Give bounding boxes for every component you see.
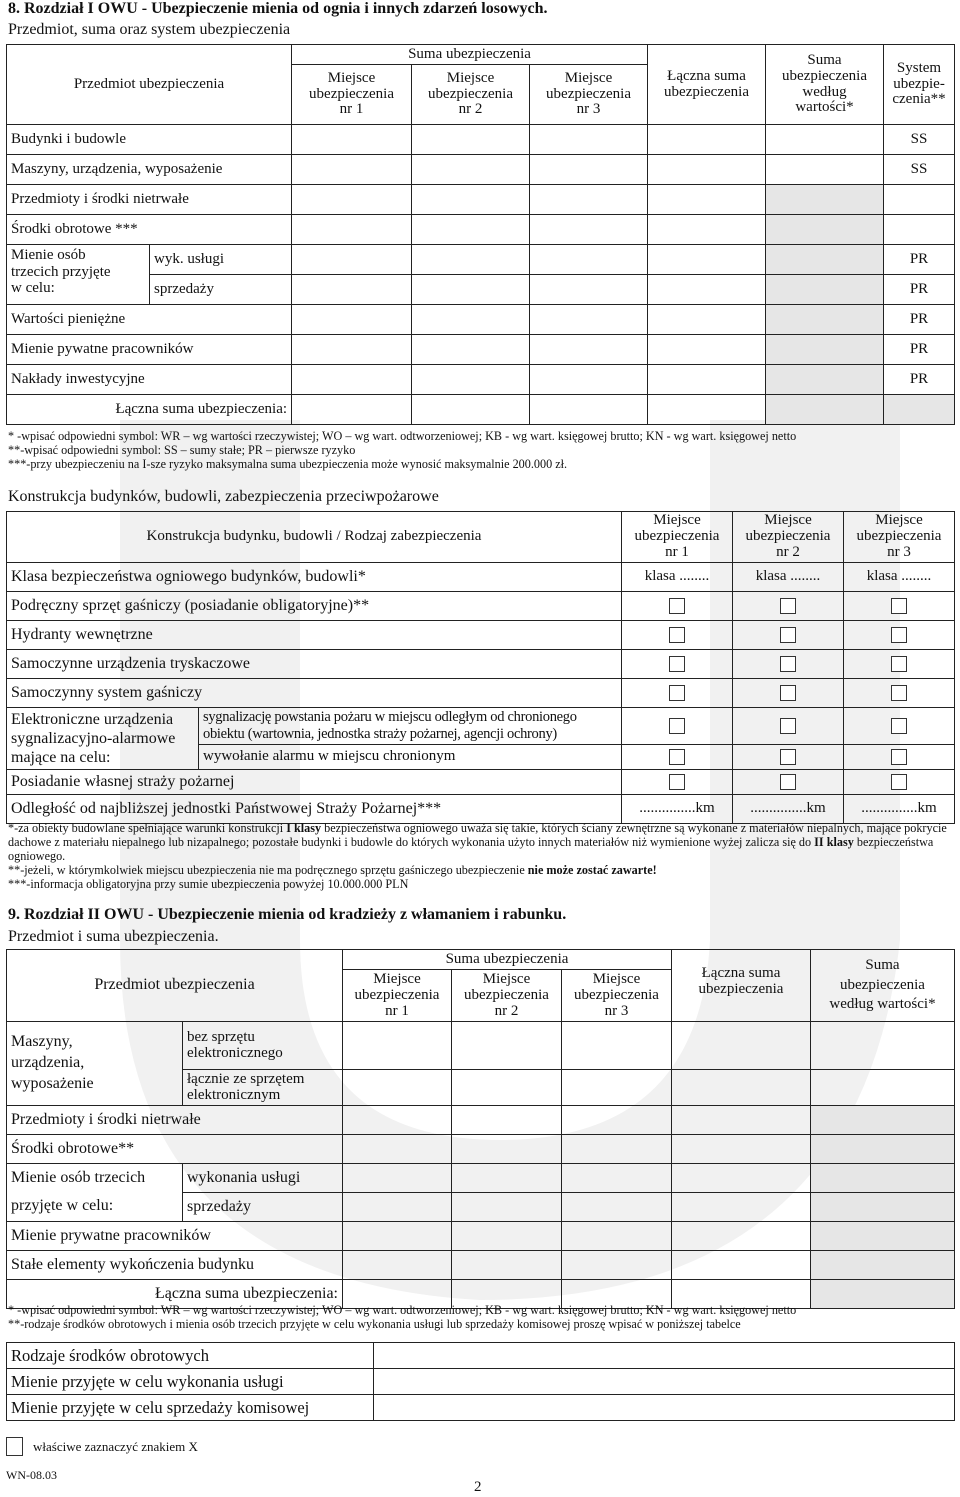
table-row	[7, 365, 955, 395]
value-cell[interactable]	[452, 1193, 562, 1222]
distance-label: Odległość od najbliższej jednostki Państwowej Straży Pożarnej***	[7, 795, 622, 824]
construction-notes: *-za obiekty budowlane spełniające warunki konstrukcji I klasy bezpieczeństwa ogniowego uważa się takie, których ściany zewnętrzne są wykonane z materiałów niepalnych, mające pokrycie dachowe z materiału niepalnego lub nizapalnego; pozostałe budynki i budowle do których wykonania użyto innych materiałów niż wymienione wyżej zalicza się do II klasy bezpieczeństwa ogniowego. **-jeżeli, w którymkolwiek miejscu ubezpieczenia nie ma podręcznego sprzętu gaśniczego ubezpieczenie nie może zostać zawarte! ***-informacja obligatoryjna przy sumie ubezpieczenia powyżej 10.000.000 PLN	[8, 821, 947, 892]
checkbox[interactable]	[780, 685, 796, 701]
table-row	[7, 1135, 955, 1164]
value-cell[interactable]	[672, 1251, 811, 1280]
value-cell[interactable]	[452, 1070, 562, 1106]
table-row	[7, 1251, 955, 1280]
row-label: Wartości pieniężne	[7, 305, 292, 335]
row-label: Stałe elementy wykończenia budynku	[7, 1251, 343, 1280]
value-cell[interactable]	[672, 1222, 811, 1251]
shaded-cell	[811, 1193, 955, 1222]
third-party-sub1: wykonania usługi	[183, 1164, 343, 1193]
value-cell[interactable]	[562, 1135, 672, 1164]
construction-header: Konstrukcja budynku, budowli / Rodzaj zabezpieczenia	[7, 512, 622, 563]
value-cell[interactable]	[562, 1164, 672, 1193]
table-row	[7, 155, 955, 185]
row-label: Samoczynny system gaśniczy	[7, 679, 622, 708]
checkbox[interactable]	[891, 656, 907, 672]
value-cell[interactable]	[648, 155, 766, 185]
table-row	[7, 563, 955, 592]
checkbox[interactable]	[891, 685, 907, 701]
header-by-value: Suma ubezpieczenia według wartości*	[766, 45, 884, 125]
value-cell[interactable]	[530, 395, 648, 425]
table-row	[7, 1106, 955, 1135]
machines-sub2: łącznie ze sprzętem elektronicznym	[183, 1070, 343, 1106]
value-cell[interactable]	[811, 1070, 955, 1106]
table-row	[7, 1193, 955, 1222]
value-cell[interactable]	[672, 1135, 811, 1164]
value-cell[interactable]	[672, 1070, 811, 1106]
fire-class-label: Klasa bezpieczeństwa ogniowego budynków, budowli*	[7, 563, 622, 592]
row-label: Posiadanie własnej straży pożarnej	[7, 770, 622, 795]
value-cell[interactable]	[648, 245, 766, 275]
value-cell[interactable]	[530, 275, 648, 305]
s9-header-sum-group: Suma ubezpieczenia	[343, 950, 672, 970]
value-cell[interactable]	[452, 1022, 562, 1070]
shaded-cell	[811, 1222, 955, 1251]
checkbox[interactable]	[669, 656, 685, 672]
value-cell[interactable]	[412, 185, 530, 215]
row-label: Maszyny, urządzenia, wyposażenie	[7, 155, 292, 185]
shaded-cell	[766, 395, 884, 425]
value-cell[interactable]	[530, 155, 648, 185]
total-label: Łączna suma ubezpieczenia:	[7, 1280, 343, 1309]
legend-text: właściwe zaznaczyć znakiem X	[33, 1438, 198, 1454]
value-cell[interactable]	[292, 125, 412, 155]
row-label: Nakłady inwestycyjne	[7, 365, 292, 395]
table-row	[7, 335, 955, 365]
value-cell[interactable]	[672, 1022, 811, 1070]
table-row	[7, 592, 955, 621]
construction-title: Konstrukcja budynków, budowli, zabezpieczenia przeciwpożarowe	[8, 488, 439, 505]
fire-class-field[interactable]: klasa ........	[733, 563, 844, 592]
checkbox[interactable]	[780, 627, 796, 643]
checkbox[interactable]	[669, 718, 685, 734]
legend	[6, 1437, 198, 1456]
total-row	[7, 395, 955, 425]
value-cell[interactable]	[530, 215, 648, 245]
value-cell[interactable]	[648, 395, 766, 425]
system-cell: PR	[884, 275, 955, 305]
system-cell: SS	[884, 125, 955, 155]
row-label: Mienie pywatne pracowników	[7, 335, 292, 365]
shaded-cell	[811, 1251, 955, 1280]
table-row	[7, 1222, 955, 1251]
construction-loc-2: Miejsce ubezpieczenia nr 2	[733, 512, 844, 563]
value-cell[interactable]	[412, 365, 530, 395]
s9-header-loc-2: Miejsce ubezpieczenia nr 2	[452, 970, 562, 1022]
third-party-sub2: sprzedaży	[183, 1193, 343, 1222]
section-9-title: 9. Rozdział II OWU - Ubezpieczenie mienia od kradzieży z włamaniem i rabunku.	[8, 906, 567, 923]
row-label: Przedmioty i środki nietrwałe	[7, 185, 292, 215]
value-cell[interactable]	[672, 1106, 811, 1135]
value-cell[interactable]	[452, 1222, 562, 1251]
checkbox[interactable]	[780, 718, 796, 734]
value-cell[interactable]	[672, 1193, 811, 1222]
s9-header-loc-3: Miejsce ubezpieczenia nr 3	[562, 970, 672, 1022]
value-cell[interactable]	[343, 1164, 452, 1193]
value-cell[interactable]	[412, 245, 530, 275]
row-label: Mienie prywatne pracowników	[7, 1222, 343, 1251]
row-label: Przedmioty i środki nietrwałe	[7, 1106, 343, 1135]
value-cell[interactable]	[452, 1164, 562, 1193]
value-cell[interactable]	[766, 125, 884, 155]
value-cell[interactable]	[648, 275, 766, 305]
value-cell[interactable]	[530, 365, 648, 395]
value-cell[interactable]	[292, 215, 412, 245]
value-cell[interactable]	[412, 215, 530, 245]
third-party-label-2: przyjęte w celu:	[7, 1193, 183, 1222]
value-cell[interactable]	[343, 1193, 452, 1222]
shaded-cell	[766, 215, 884, 245]
value-cell[interactable]	[530, 125, 648, 155]
system-cell[interactable]	[884, 185, 955, 215]
value-cell[interactable]	[292, 305, 412, 335]
value-cell[interactable]	[374, 1369, 955, 1395]
system-cell: PR	[884, 335, 955, 365]
value-cell[interactable]	[562, 1022, 672, 1070]
table-row	[7, 679, 955, 708]
shaded-cell	[884, 395, 955, 425]
value-cell[interactable]	[648, 185, 766, 215]
third-party-sub2: sprzedaży	[150, 275, 292, 305]
value-cell[interactable]	[292, 275, 412, 305]
checkbox[interactable]	[891, 774, 907, 790]
section-9-notes: * -wpisać odpowiedni symbol: WR – wg wartości rzeczywistej; WO – wg wart. odtworzeniowej; KB - wg wart. księgowej brutto; KN - wg wart. księgowej netto **-rodzaje środków obrotowych i mienia osób trzecich przyjęte w celu wykonania usługi lub sprzedaży komisowej proszę wpisać w poniższej tabelce	[8, 1303, 797, 1332]
checkbox[interactable]	[891, 749, 907, 765]
value-cell[interactable]	[648, 305, 766, 335]
shaded-cell	[766, 185, 884, 215]
system-cell: PR	[884, 245, 955, 275]
header-subject: Przedmiot ubezpieczenia	[7, 45, 292, 125]
value-cell[interactable]	[343, 1022, 452, 1070]
section-8-subtitle: Przedmiot, suma oraz system ubezpieczenia	[8, 21, 291, 38]
table-row	[7, 1343, 955, 1369]
section-8-title: 8. Rozdział I OWU - Ubezpieczenie mienia od ognia i innych zdarzeń losowych.	[8, 0, 548, 17]
checkbox[interactable]	[891, 718, 907, 734]
value-cell[interactable]	[374, 1343, 955, 1369]
value-cell[interactable]	[452, 1106, 562, 1135]
construction-table	[6, 511, 955, 824]
checkbox[interactable]	[669, 749, 685, 765]
checkbox[interactable]	[669, 774, 685, 790]
s9-header-total: Łączna suma ubezpieczenia	[672, 950, 811, 1022]
third-party-label-1: Mienie osób trzecich	[7, 1164, 183, 1193]
distance-field[interactable]: ...............km	[844, 795, 955, 824]
shaded-cell	[766, 305, 884, 335]
value-cell[interactable]	[530, 245, 648, 275]
value-cell[interactable]	[292, 365, 412, 395]
value-cell[interactable]	[562, 1070, 672, 1106]
header-loc-3: Miejsce ubezpieczenia nr 3	[530, 65, 648, 125]
s9-header-subject: Przedmiot ubezpieczenia	[7, 950, 343, 1022]
row-label: Środki obrotowe**	[7, 1135, 343, 1164]
construction-loc-3: Miejsce ubezpieczenia nr 3	[844, 512, 955, 563]
table-row	[7, 650, 955, 679]
value-cell[interactable]	[530, 335, 648, 365]
table-row	[7, 215, 955, 245]
value-cell[interactable]	[672, 1164, 811, 1193]
table-row	[7, 305, 955, 335]
value-cell[interactable]	[562, 1251, 672, 1280]
system-cell: PR	[884, 305, 955, 335]
alarm-option-remote: sygnalizację powstania pożaru w miejscu odległym od chronionego obiektu (wartownia, jednostka straży pożarnej, agencji ochrony)	[199, 708, 622, 745]
table-row	[7, 1022, 955, 1070]
table-row	[7, 621, 955, 650]
table-row	[7, 245, 955, 275]
value-cell[interactable]	[343, 1222, 452, 1251]
alarm-option-local: wywołanie alarmu w miejscu chronionym	[199, 745, 622, 770]
value-cell[interactable]	[412, 395, 530, 425]
value-cell[interactable]	[292, 185, 412, 215]
checkbox[interactable]	[780, 598, 796, 614]
system-cell: SS	[884, 155, 955, 185]
row-label: Budynki i budowle	[7, 125, 292, 155]
legend-checkbox	[6, 1437, 23, 1456]
third-party-sub1: wyk. usługi	[150, 245, 292, 275]
value-cell[interactable]	[292, 245, 412, 275]
table-row	[7, 185, 955, 215]
header-loc-1: Miejsce ubezpieczenia nr 1	[292, 65, 412, 125]
machines-sub1: bez sprzętu elektronicznego	[183, 1022, 343, 1070]
value-cell[interactable]	[292, 335, 412, 365]
system-cell: PR	[884, 365, 955, 395]
shaded-cell	[766, 275, 884, 305]
table-row	[7, 275, 955, 305]
fire-insurance-table	[6, 44, 955, 425]
third-party-label: Mienie osób trzecich przyjęte w celu:	[7, 245, 150, 305]
section-8-notes: * -wpisać odpowiedni symbol: WR – wg wartości rzeczywistej; WO – wg wart. odtworzeniowej; KB - wg wart. księgowej brutto; KN - wg wart. księgowej netto **-wpisać odpowiedni symbol: SS – sumy stałe; PR – pierwsze ryzyko ***-przy ubezpieczeniu na I-sze ryzyko maksymalna suma ubezpieczenia może wynosić maksymalnie 200.000 zł.	[8, 429, 797, 472]
burglary-insurance-table	[6, 949, 955, 1309]
table-row	[7, 125, 955, 155]
value-cell[interactable]	[343, 1135, 452, 1164]
table-row	[7, 708, 955, 745]
table-row	[7, 1164, 955, 1193]
construction-loc-1: Miejsce ubezpieczenia nr 1	[622, 512, 733, 563]
value-cell[interactable]	[648, 215, 766, 245]
header-system: System ubezpie- czenia**	[884, 45, 955, 125]
value-cell[interactable]	[562, 1106, 672, 1135]
property-types-table	[6, 1342, 955, 1421]
checkbox[interactable]	[891, 627, 907, 643]
row-label: Mienie przyjęte w celu sprzedaży komisowej	[7, 1395, 374, 1421]
section-9-subtitle: Przedmiot i suma ubezpieczenia.	[8, 928, 219, 945]
machines-label: Maszyny, urządzenia, wyposażenie	[7, 1022, 183, 1106]
shaded-cell	[811, 1106, 955, 1135]
footer-code: WN-08.03	[6, 1468, 57, 1482]
distance-field[interactable]: ...............km	[733, 795, 844, 824]
header-total: Łączna suma ubezpieczenia	[648, 45, 766, 125]
value-cell[interactable]	[412, 335, 530, 365]
checkbox[interactable]	[669, 685, 685, 701]
checkbox[interactable]	[669, 598, 685, 614]
value-cell[interactable]	[343, 1106, 452, 1135]
value-cell[interactable]	[452, 1251, 562, 1280]
value-cell[interactable]	[412, 155, 530, 185]
value-cell[interactable]	[343, 1070, 452, 1106]
shaded-cell	[811, 1135, 955, 1164]
value-cell[interactable]	[452, 1135, 562, 1164]
value-cell[interactable]	[562, 1222, 672, 1251]
value-cell[interactable]	[412, 305, 530, 335]
row-label: Podręczny sprzęt gaśniczy (posiadanie obligatoryjne)**	[7, 592, 622, 621]
value-cell[interactable]	[648, 365, 766, 395]
checkbox[interactable]	[780, 656, 796, 672]
value-cell[interactable]	[412, 275, 530, 305]
row-label: Samoczynne urządzenia tryskaczowe	[7, 650, 622, 679]
shaded-cell	[766, 245, 884, 275]
s9-header-by-value: Suma ubezpieczenia według wartości*	[811, 950, 955, 1022]
checkbox[interactable]	[891, 598, 907, 614]
shaded-cell	[766, 365, 884, 395]
value-cell[interactable]	[648, 125, 766, 155]
total-label: Łączna suma ubezpieczenia:	[7, 395, 292, 425]
row-label: Środki obrotowe ***	[7, 215, 292, 245]
table-row	[7, 1395, 955, 1421]
checkbox[interactable]	[780, 774, 796, 790]
fire-class-field[interactable]: klasa ........	[844, 563, 955, 592]
page-number: 2	[474, 1479, 482, 1495]
value-cell[interactable]	[343, 1251, 452, 1280]
distance-field[interactable]: ...............km	[622, 795, 733, 824]
value-cell[interactable]	[530, 305, 648, 335]
system-cell[interactable]	[884, 215, 955, 245]
s9-header-loc-1: Miejsce ubezpieczenia nr 1	[343, 970, 452, 1022]
value-cell[interactable]	[648, 335, 766, 365]
value-cell[interactable]	[292, 395, 412, 425]
row-label: Hydranty wewnętrzne	[7, 621, 622, 650]
value-cell[interactable]	[811, 1022, 955, 1070]
value-cell[interactable]	[412, 125, 530, 155]
header-sum-group: Suma ubezpieczenia	[292, 45, 648, 65]
value-cell[interactable]	[292, 155, 412, 185]
table-row	[7, 770, 955, 795]
value-cell[interactable]	[374, 1395, 955, 1421]
fire-class-field[interactable]: klasa ........	[622, 563, 733, 592]
alarm-label: Elektroniczne urządzenia sygnalizacyjno-alarmowe mające na celu:	[7, 708, 199, 770]
shaded-cell	[766, 335, 884, 365]
value-cell[interactable]	[562, 1193, 672, 1222]
value-cell[interactable]	[766, 155, 884, 185]
shaded-cell	[811, 1164, 955, 1193]
row-label: Mienie przyjęte w celu wykonania usługi	[7, 1369, 374, 1395]
value-cell[interactable]	[530, 185, 648, 215]
row-label: Rodzaje środków obrotowych	[7, 1343, 374, 1369]
table-row	[7, 795, 955, 824]
header-loc-2: Miejsce ubezpieczenia nr 2	[412, 65, 530, 125]
table-row	[7, 1369, 955, 1395]
checkbox[interactable]	[669, 627, 685, 643]
checkbox[interactable]	[780, 749, 796, 765]
